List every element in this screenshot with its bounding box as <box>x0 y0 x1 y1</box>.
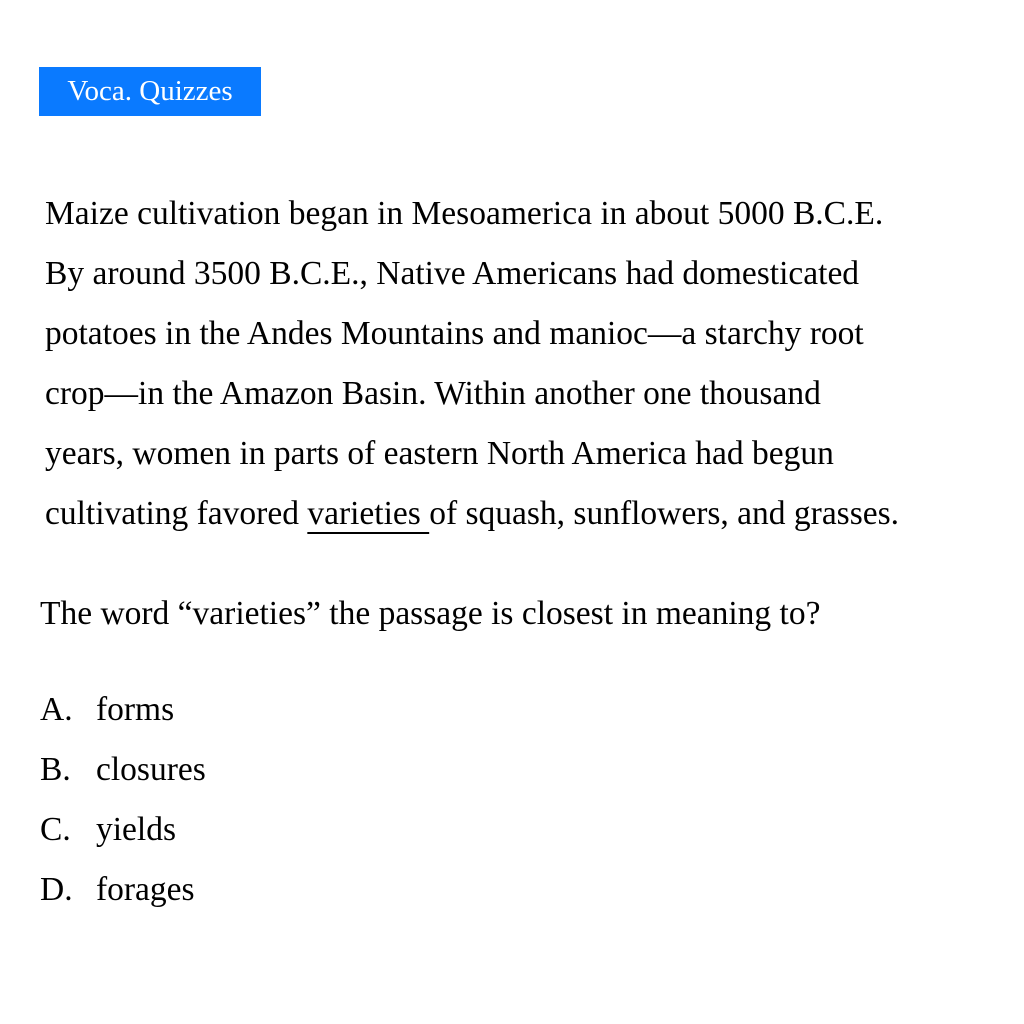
option-text: closures <box>96 751 206 788</box>
passage-line: potatoes in the Andes Mountains and manioc—a starchy root <box>45 315 864 352</box>
option-text: forages <box>96 871 195 908</box>
question-prompt: The word “varieties” the passage is closest in meaning to? <box>40 595 821 632</box>
option-letter: B. <box>40 751 71 788</box>
option-letter: D. <box>40 871 73 908</box>
option-text: yields <box>96 811 177 848</box>
option-text: forms <box>96 691 175 728</box>
answer-option-a[interactable] <box>40 680 206 740</box>
passage-line: By around 3500 B.C.E., Native Americans had domesticated <box>45 255 860 292</box>
answer-options <box>40 680 206 920</box>
quiz-category-badge: Voca. Quizzes <box>39 67 261 116</box>
passage-line <box>45 484 1020 544</box>
answer-option-b[interactable] <box>40 740 206 800</box>
option-letter: C. <box>40 811 71 848</box>
option-letter: A. <box>40 691 73 728</box>
target-word: varieties <box>307 495 430 532</box>
answer-option-d[interactable] <box>40 860 206 920</box>
reading-passage <box>45 184 1020 544</box>
passage-line: Maize cultivation began in Mesoamerica in about 5000 B.C.E. <box>45 195 884 232</box>
passage-line: years, women in parts of eastern North America had begun <box>45 435 834 472</box>
answer-option-c[interactable] <box>40 800 206 860</box>
passage-line: crop—in the Amazon Basin. Within another one thousand <box>45 375 821 412</box>
passage-text: of squash, sunflowers, and grasses. <box>429 495 900 532</box>
passage-text: cultivating favored <box>45 495 308 532</box>
